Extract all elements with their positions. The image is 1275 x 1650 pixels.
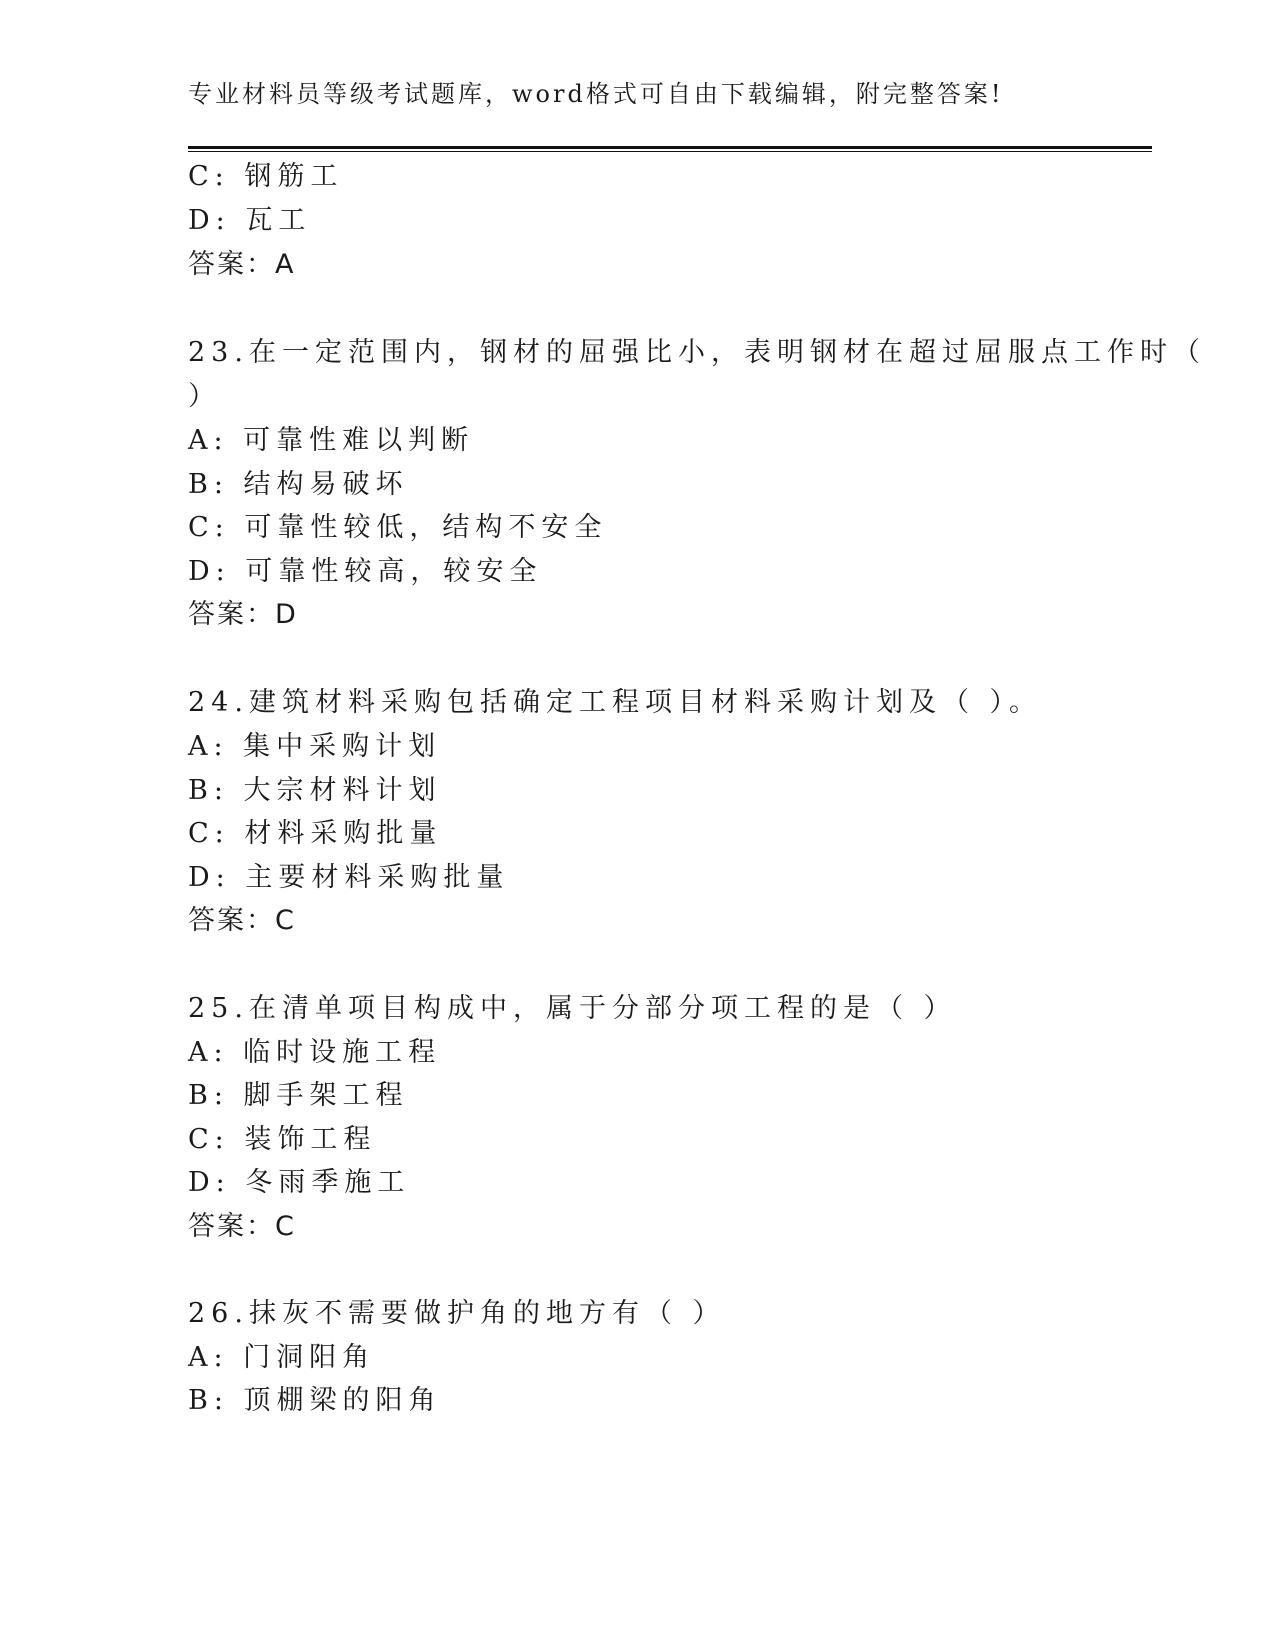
question-stem: 23.在一定范围内，钢材的屈强比小，表明钢材在超过屈服点工作时（ bbox=[188, 337, 1206, 368]
option-d: D: 可靠性较高，较安全 bbox=[188, 556, 543, 587]
option-b: B: 顶棚梁的阳角 bbox=[188, 1385, 442, 1416]
option-a: A: 门洞阳角 bbox=[188, 1342, 376, 1373]
option-a: A: 临时设施工程 bbox=[188, 1037, 442, 1068]
question-stem: 26.抹灰不需要做护角的地方有（ ） bbox=[188, 1298, 726, 1329]
option-d: D: 主要材料采购批量 bbox=[188, 862, 510, 893]
question-stem: 24.建筑材料采购包括确定工程项目材料采购计划及（ ）。 bbox=[188, 687, 1043, 718]
header-divider-thin bbox=[188, 151, 1152, 152]
option-a: A: 可靠性难以判断 bbox=[188, 425, 475, 456]
option-c: C: 可靠性较低，结构不安全 bbox=[188, 512, 608, 543]
question-stem: 25.在清单项目构成中，属于分部分项工程的是（ ） bbox=[188, 993, 957, 1024]
answer: 答案：A bbox=[188, 249, 296, 280]
option-a: A: 集中采购计划 bbox=[188, 731, 442, 762]
option-c: C: 材料采购批量 bbox=[188, 818, 443, 849]
answer: 答案：C bbox=[188, 1211, 296, 1242]
option-b: B: 脚手架工程 bbox=[188, 1080, 409, 1111]
question-stem-continued: ） bbox=[188, 381, 221, 412]
header-divider bbox=[188, 146, 1152, 149]
option-c: C: 钢筋工 bbox=[188, 161, 344, 192]
page-header: 专业材料员等级考试题库，word格式可自由下载编辑，附完整答案! bbox=[188, 80, 1004, 108]
option-c: C: 装饰工程 bbox=[188, 1124, 377, 1155]
option-d: D: 瓦工 bbox=[188, 205, 312, 236]
option-d: D: 冬雨季施工 bbox=[188, 1167, 411, 1198]
answer: 答案：D bbox=[188, 599, 298, 630]
option-b: B: 结构易破坏 bbox=[188, 469, 409, 500]
option-b: B: 大宗材料计划 bbox=[188, 775, 442, 806]
answer: 答案：C bbox=[188, 905, 296, 936]
